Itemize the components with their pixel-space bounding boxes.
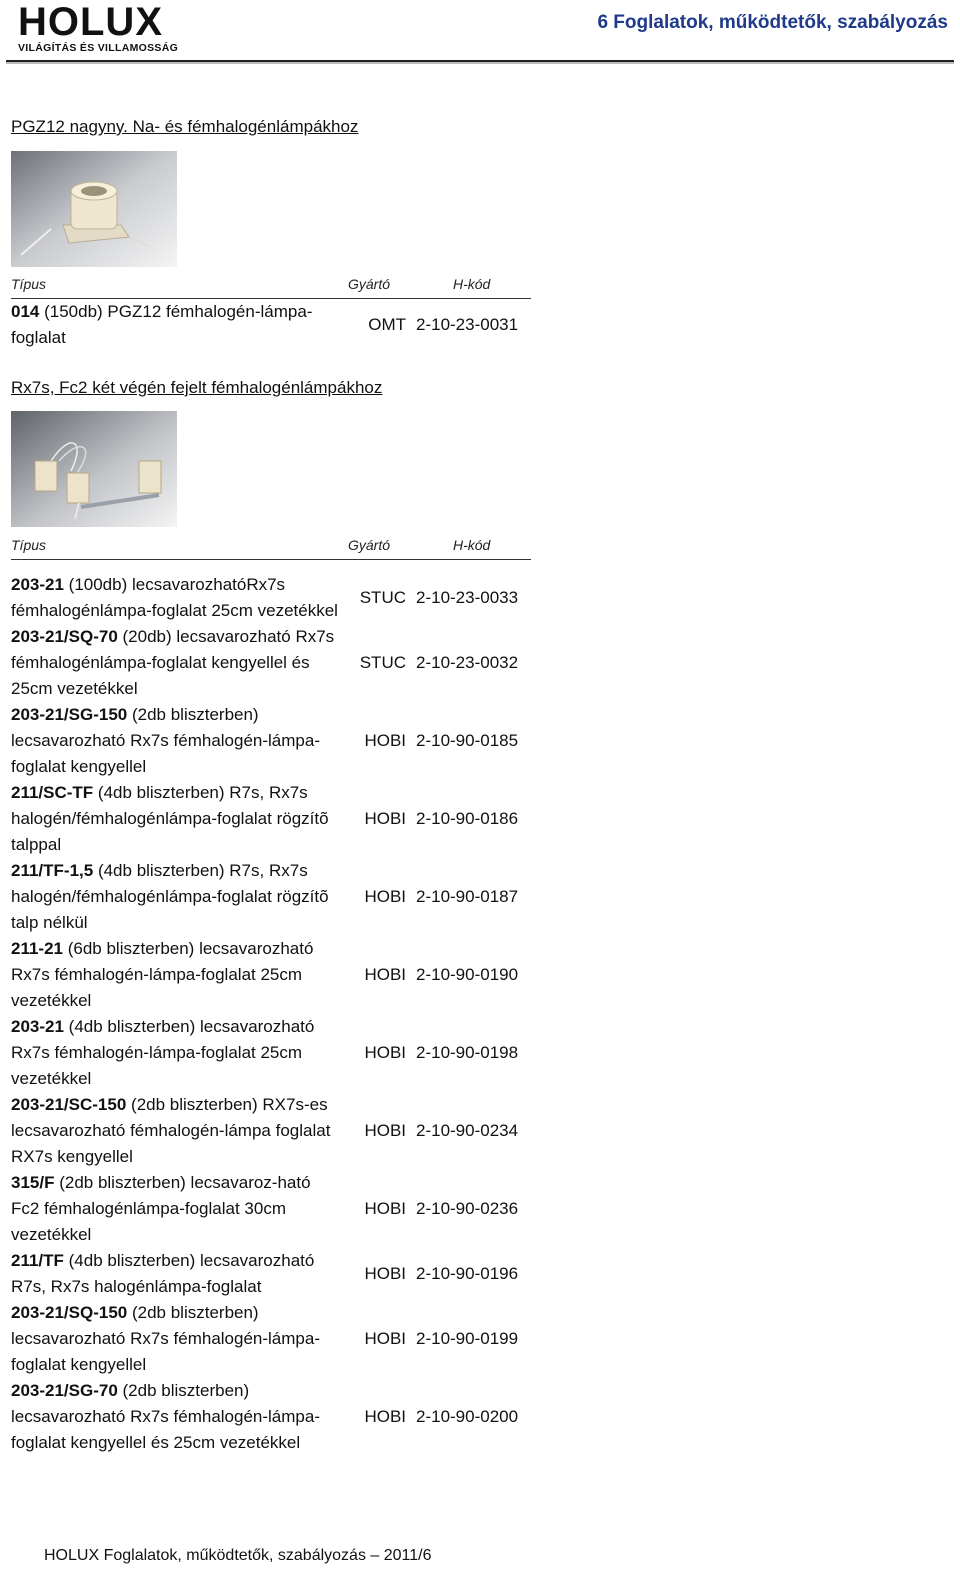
product-desc: (100db) lecsavarozhatóRx7s fémhalogénlámpa-foglalat 25cm vezetékkel — [11, 575, 338, 620]
product-desc: (6db bliszterben) lecsavarozható Rx7s fémhalogén-lámpa-foglalat 25cm vezetékkel — [11, 939, 314, 1010]
h-code: 2-10-23-0033 — [416, 588, 519, 607]
table-row — [11, 780, 531, 858]
col-maker: Gyártó — [348, 276, 391, 292]
product-desc: (2db bliszterben) lecsavaroz-ható Fc2 fémhalogénlámpa-foglalat 30cm vezetékkel — [11, 1173, 311, 1244]
product-code: 203-21/SQ-150 — [11, 1303, 128, 1322]
h-code: 2-10-90-0234 — [416, 1121, 519, 1140]
h-code: 2-10-90-0190 — [416, 965, 519, 984]
h-code: 2-10-90-0196 — [416, 1264, 519, 1283]
h-code: 2-10-90-0198 — [416, 1043, 519, 1062]
maker: HOBI — [364, 1121, 406, 1140]
table-header — [11, 533, 531, 560]
product-code: 203-21/SC-150 — [11, 1095, 127, 1114]
h-code: 2-10-90-0186 — [416, 809, 519, 828]
pgz12-socket-photo — [11, 151, 177, 267]
product-desc: (2db bliszterben) lecsavarozható Rx7s fémhalogén-lámpa-foglalat kengyellel és 25cm vezetékkel — [11, 1381, 320, 1452]
logo-word: HOLUX — [18, 0, 163, 44]
maker: OMT — [368, 315, 406, 334]
table-row — [11, 1014, 531, 1092]
chapter-title: 6 Foglalatok, működtetők, szabályozás — [597, 12, 948, 33]
product-desc: (2db bliszterben) RX7s-es lecsavarozható fémhalogén-lámpa foglalat RX7s kengyellel — [11, 1095, 331, 1166]
product-code: 014 — [11, 302, 40, 321]
footer-text: Foglalatok, működtetők, szabályozás – 2011/6 — [103, 1547, 432, 1564]
page-footer — [12, 1547, 431, 1565]
logo-tagline: VILÁGÍTÁS ÉS VILLAMOSSÁG — [18, 42, 179, 54]
product-desc: (2db bliszterben) lecsavarozható Rx7s fémhalogén-lámpa-foglalat kengyellel — [11, 1303, 320, 1374]
maker: HOBI — [364, 1199, 406, 1218]
page-header — [0, 0, 960, 62]
col-code: H-kód — [453, 537, 491, 553]
maker: STUC — [359, 588, 406, 607]
product-code: 203-21/SQ-70 — [11, 627, 118, 646]
holux-logo — [18, 0, 179, 54]
product-code: 211/TF-1,5 — [11, 861, 94, 880]
table-row — [11, 299, 531, 351]
maker: HOBI — [364, 887, 406, 906]
table-header — [11, 272, 531, 299]
table-row — [11, 1092, 531, 1170]
product-desc: (2db bliszterben) lecsavarozható Rx7s fémhalogén-lámpa-foglalat kengyellel — [11, 705, 320, 776]
table-row — [11, 572, 531, 624]
section-title-pgz12: PGZ12 nagyny. Na- és fémhalogénlámpákhoz — [11, 117, 359, 136]
table-row — [11, 702, 531, 780]
header-divider — [6, 60, 954, 62]
product-desc: (20db) lecsavarozható Rx7s fémhalogénlámpa-foglalat kengyellel és 25cm vezetékkel — [11, 627, 335, 698]
table-row — [11, 1248, 531, 1300]
product-code: 211-21 — [11, 939, 63, 958]
footer-brand: HOLUX — [44, 1547, 100, 1564]
maker: HOBI — [364, 809, 406, 828]
product-desc: (4db bliszterben) R7s, Rx7s halogén/fémhalogénlámpa-foglalat rögzítõ talp nélkül — [11, 861, 329, 932]
h-code: 2-10-90-0187 — [416, 887, 519, 906]
table-row — [11, 1378, 531, 1456]
product-code: 315/F — [11, 1173, 55, 1192]
maker: HOBI — [364, 965, 406, 984]
product-desc: (4db bliszterben) lecsavarozható Rx7s fémhalogén-lámpa-foglalat 25cm vezetékkel — [11, 1017, 315, 1088]
h-code: 2-10-90-0236 — [416, 1199, 519, 1218]
product-code: 203-21 — [11, 1017, 64, 1036]
col-code: H-kód — [453, 276, 491, 292]
product-code: 211/TF — [11, 1251, 64, 1270]
col-type: Típus — [11, 537, 47, 553]
rx7s-sockets-photo — [11, 411, 177, 527]
table-rx7s — [11, 533, 531, 1456]
maker: HOBI — [364, 1043, 406, 1062]
product-desc: (150db) PGZ12 fémhalogén-lámpa-foglalat — [11, 302, 313, 347]
h-code: 2-10-23-0031 — [416, 315, 519, 334]
product-code: 203-21/SG-150 — [11, 705, 128, 724]
product-desc: (4db bliszterben) lecsavarozható R7s, Rx7s halogénlámpa-foglalat — [11, 1251, 315, 1296]
product-code: 203-21 — [11, 575, 64, 594]
maker: STUC — [359, 653, 406, 672]
table-row — [11, 936, 531, 1014]
h-code: 2-10-23-0032 — [416, 653, 519, 672]
product-code: 203-21/SG-70 — [11, 1381, 118, 1400]
maker: HOBI — [364, 1407, 406, 1426]
h-code: 2-10-90-0200 — [416, 1407, 519, 1426]
table-row — [11, 624, 531, 702]
table-row — [11, 1170, 531, 1248]
table-pgz12 — [11, 272, 531, 351]
maker: HOBI — [364, 731, 406, 750]
h-code: 2-10-90-0185 — [416, 731, 519, 750]
col-maker: Gyártó — [348, 537, 391, 553]
col-type: Típus — [11, 276, 47, 292]
maker: HOBI — [364, 1264, 406, 1283]
table-row — [11, 1300, 531, 1378]
maker: HOBI — [364, 1329, 406, 1348]
product-code: 211/SC-TF — [11, 783, 94, 802]
h-code: 2-10-90-0199 — [416, 1329, 519, 1348]
product-desc: (4db bliszterben) R7s, Rx7s halogén/fémhalogénlámpa-foglalat rögzítõ talppal — [11, 783, 329, 854]
table-row — [11, 858, 531, 936]
section-title-rx7s: Rx7s, Fc2 két végén fejelt fémhalogénlámpákhoz — [11, 378, 383, 397]
